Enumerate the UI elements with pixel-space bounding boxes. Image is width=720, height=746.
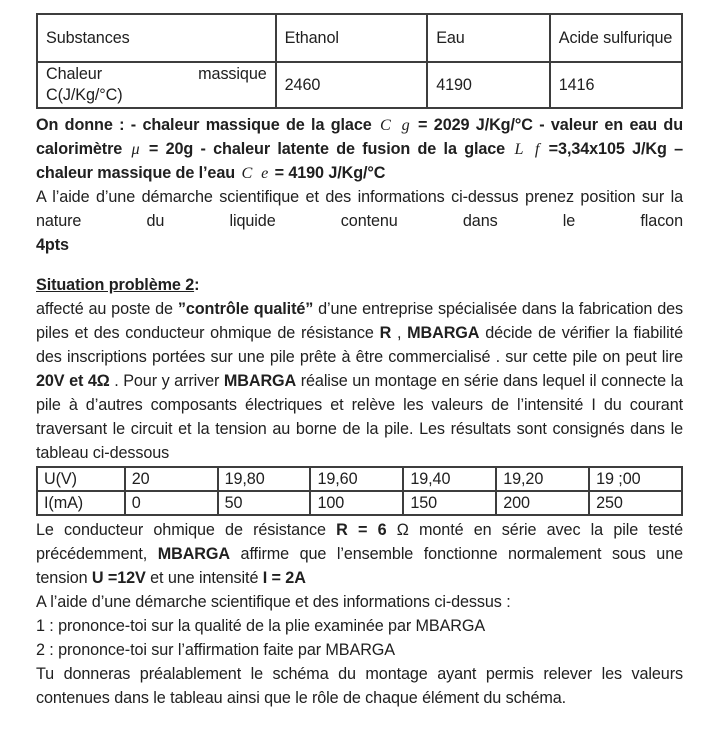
text-segment: = 20g - chaleur latente de fusion de la glace	[141, 140, 513, 158]
table-cell: 100	[310, 491, 403, 515]
text-segment: Ω monté en série avec la pile testé précédemment,	[36, 521, 683, 563]
text-segment: ”contrôle qualité”	[177, 300, 314, 318]
text-segment: = 2029 J/Kg/°C - valeur en eau du calorimètre	[36, 116, 684, 158]
text-segment: R	[379, 324, 392, 342]
table-cell: 19,20	[496, 467, 589, 491]
text-segment: Le conducteur ohmique de résistance	[36, 521, 337, 539]
table-cell: 2460	[276, 62, 428, 108]
table-cell: 19 ;00	[589, 467, 682, 491]
row-label-word2: massique	[198, 65, 267, 83]
table-cell: Acide sulfurique	[550, 14, 682, 62]
row-label-line2: C(J/Kg/°C)	[46, 86, 123, 104]
table-cell: 19,60	[310, 467, 403, 491]
current-row	[37, 491, 682, 515]
table-cell	[37, 62, 276, 108]
table-cell: 20	[125, 467, 218, 491]
paragraph-aide-1	[36, 185, 683, 233]
measurements-table	[36, 466, 683, 516]
row-label-word1: Chaleur	[46, 65, 102, 83]
text-segment: et une intensité	[145, 569, 263, 587]
question-2: 2 : prononce-toi sur l’affirmation faite par MBARGA	[36, 641, 395, 659]
text-segment: U =12V	[91, 569, 146, 587]
text-segment: C e	[241, 164, 269, 182]
question-1: 1 : prononce-toi sur la qualité de la plie examinée par MBARGA	[36, 617, 486, 635]
text-segment: Situation problème 2	[36, 276, 195, 294]
text-segment: μ	[131, 140, 140, 158]
situation-2-title	[36, 273, 683, 297]
text-segment: A l’aide d’une démarche scientifique et des informations ci-dessus prenez position sur la nature du liquide contenu dans le flacon	[36, 188, 683, 230]
text-segment: MBARGA	[407, 324, 480, 342]
table-cell: Substances	[37, 14, 276, 62]
paragraph-aide-2: A l’aide d’une démarche scientifique et des informations ci-dessus :	[36, 593, 511, 611]
substances-table	[36, 13, 683, 109]
text-segment: R = 6	[336, 521, 387, 539]
text-segment: MBARGA	[223, 372, 297, 390]
text-segment: d’une entreprise spécialisée dans la fabrication des piles et des conducteur ohmique de résistance	[36, 300, 684, 342]
table-cell: 0	[125, 491, 218, 515]
table-cell: 1416	[550, 62, 682, 108]
substances-value-row	[37, 62, 682, 108]
text-segment: affecté au poste de	[36, 300, 178, 318]
table-cell: 150	[403, 491, 496, 515]
row-label-line1	[46, 64, 267, 85]
paragraph-on-donne	[36, 113, 683, 185]
text-segment: ,	[391, 324, 408, 342]
table-cell: I(mA)	[37, 491, 125, 515]
text-segment: 20V et 4Ω	[36, 372, 110, 390]
table-cell: 19,40	[403, 467, 496, 491]
table-cell: Eau	[427, 14, 550, 62]
text-segment: =3,34x105 J/Kg – chaleur massique de l’eau	[36, 140, 684, 182]
table-cell: 50	[218, 491, 311, 515]
table-cell: 19,80	[218, 467, 311, 491]
text-segment: = 4190 J/Kg/°C	[270, 164, 386, 182]
voltage-row	[37, 467, 682, 491]
table-cell: Ethanol	[276, 14, 428, 62]
paragraph-situation-2-body	[36, 297, 683, 465]
text-segment: C g	[380, 116, 410, 134]
substances-header-row	[37, 14, 682, 62]
paragraph-closing: Tu donneras préalablement le schéma du montage ayant permis relever les valeurs contenues dans le tableau ainsi que le rôle de chaque élément du schéma.	[36, 665, 683, 707]
text-segment: I = 2A	[262, 569, 306, 587]
text-segment: MBARGA	[157, 545, 230, 563]
text-segment: . Pour y arriver	[109, 372, 224, 390]
table-cell: U(V)	[37, 467, 125, 491]
text-segment: affirme que l’ensemble fonctionne normalement sous une tension	[36, 545, 683, 587]
table-cell: 4190	[427, 62, 550, 108]
text-segment: L f	[514, 140, 540, 158]
text-segment: réalise un montage en série dans lequel il connecte la pile à d’autres composants électriques et relève les valeurs de l’intensité I du courant traversant le circuit et la tension au borne de la pile. Les résultats sont consignés dans le tableau ci-dessous	[36, 372, 683, 462]
text-segment: décide de vérifier la fiabilité des inscriptions portées sur une pile prête à être commercialisé . sur cette pile on peut lire	[36, 324, 683, 366]
paragraph-points	[36, 233, 683, 257]
text-segment: :	[194, 276, 200, 294]
text-segment: On donne : - chaleur massique de la glace	[36, 116, 379, 134]
table-cell: 200	[496, 491, 589, 515]
points-value: 4pts	[36, 236, 69, 254]
table-cell: 250	[589, 491, 682, 515]
paragraph-conducteur	[36, 518, 683, 590]
